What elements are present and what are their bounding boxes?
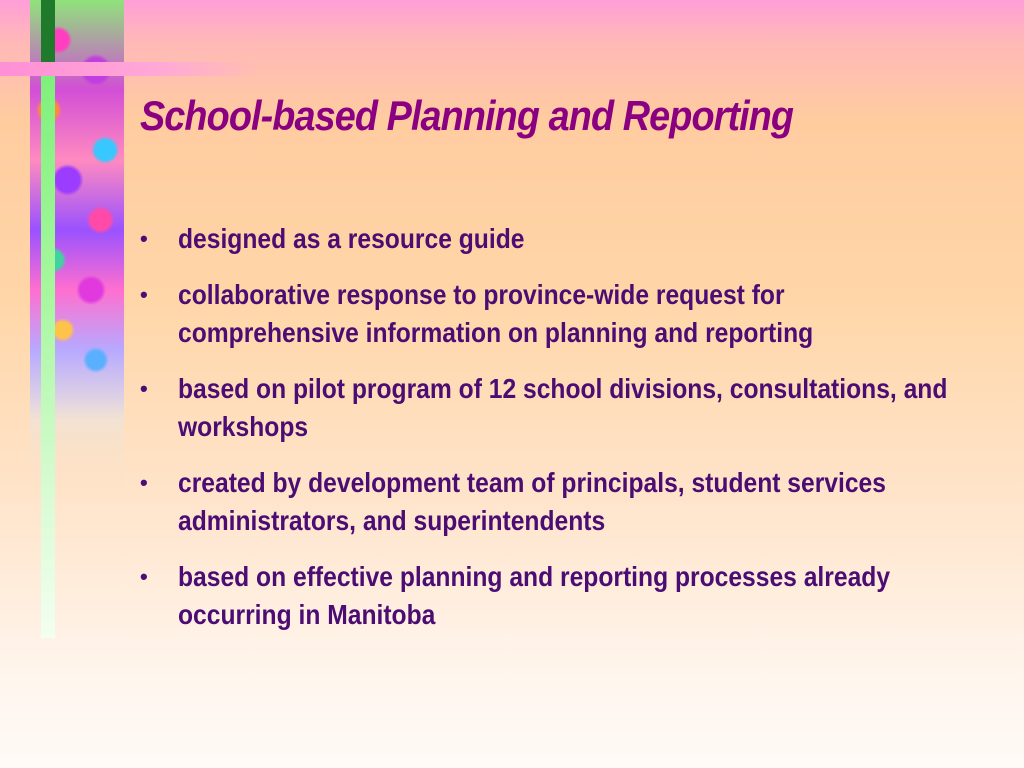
bullet-text: designed as a resource guide (178, 223, 525, 254)
horizontal-accent-bar (0, 62, 260, 76)
bullet-dot-icon: • (140, 226, 148, 251)
vertical-accent-bar-dark (41, 0, 55, 70)
bullet-text: created by development team of principals, student services administrators, and superintendents (178, 467, 886, 536)
bullet-dot-icon: • (140, 564, 148, 589)
bullet-item (136, 220, 956, 258)
bullet-item (136, 370, 956, 446)
bullet-item (136, 464, 956, 540)
bullet-text: based on pilot program of 12 school divisions, consultations, and workshops (178, 373, 948, 442)
bullet-text: collaborative response to province-wide request for comprehensive information on planning and reporting (178, 279, 814, 348)
bullet-dot-icon: • (140, 282, 148, 307)
bullet-dot-icon: • (140, 376, 148, 401)
bullet-item (136, 558, 956, 634)
bullet-item (136, 276, 956, 352)
bullet-list (136, 220, 956, 652)
bullet-dot-icon: • (140, 470, 148, 495)
bullet-text: based on effective planning and reporting processes already occurring in Manitoba (178, 561, 891, 630)
vertical-accent-bar (41, 70, 55, 638)
slide-title: School-based Planning and Reporting (140, 92, 794, 139)
